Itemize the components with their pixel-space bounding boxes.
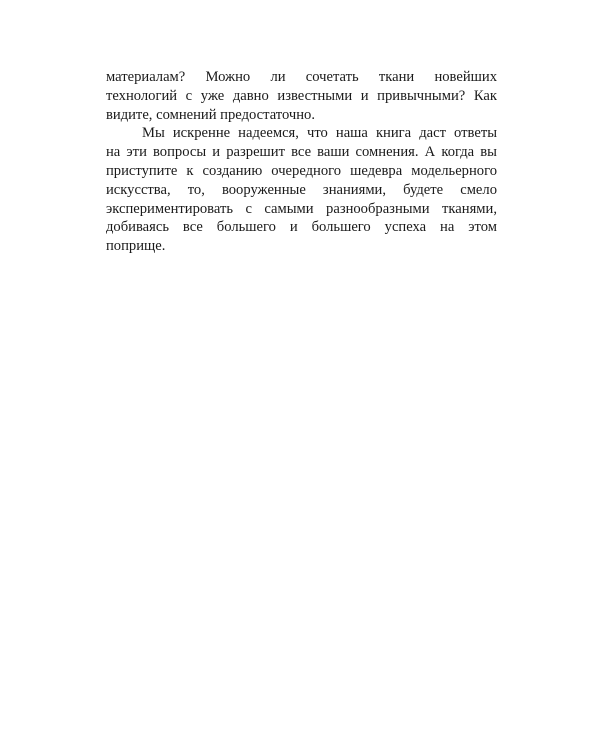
text-line: на эти вопросы и разрешит все ваши сомнения. А когда вы (106, 144, 497, 161)
text-page (106, 68, 497, 256)
text-line: поприще. (106, 238, 166, 255)
text-line: экспериментировать с самыми разнообразными тканями, (106, 200, 497, 217)
text-line: видите, сомнений предостаточно. (106, 106, 315, 123)
text-line: приступите к созданию очередного шедевра модельерного (106, 162, 497, 179)
text-line: материалам? Можно ли сочетать ткани новейших (106, 69, 497, 85)
text-line: Мы искренне надеемся, что наша книга даст ответы (142, 125, 497, 142)
paragraph-1 (106, 68, 497, 124)
text-line: технологий с уже давно известными и привычными? Как (106, 87, 497, 104)
text-line: добиваясь все большего и большего успеха на этом (106, 219, 497, 236)
text-line: искусства, то, вооруженные знаниями, будете смело (106, 181, 497, 198)
paragraph-2 (106, 124, 497, 256)
